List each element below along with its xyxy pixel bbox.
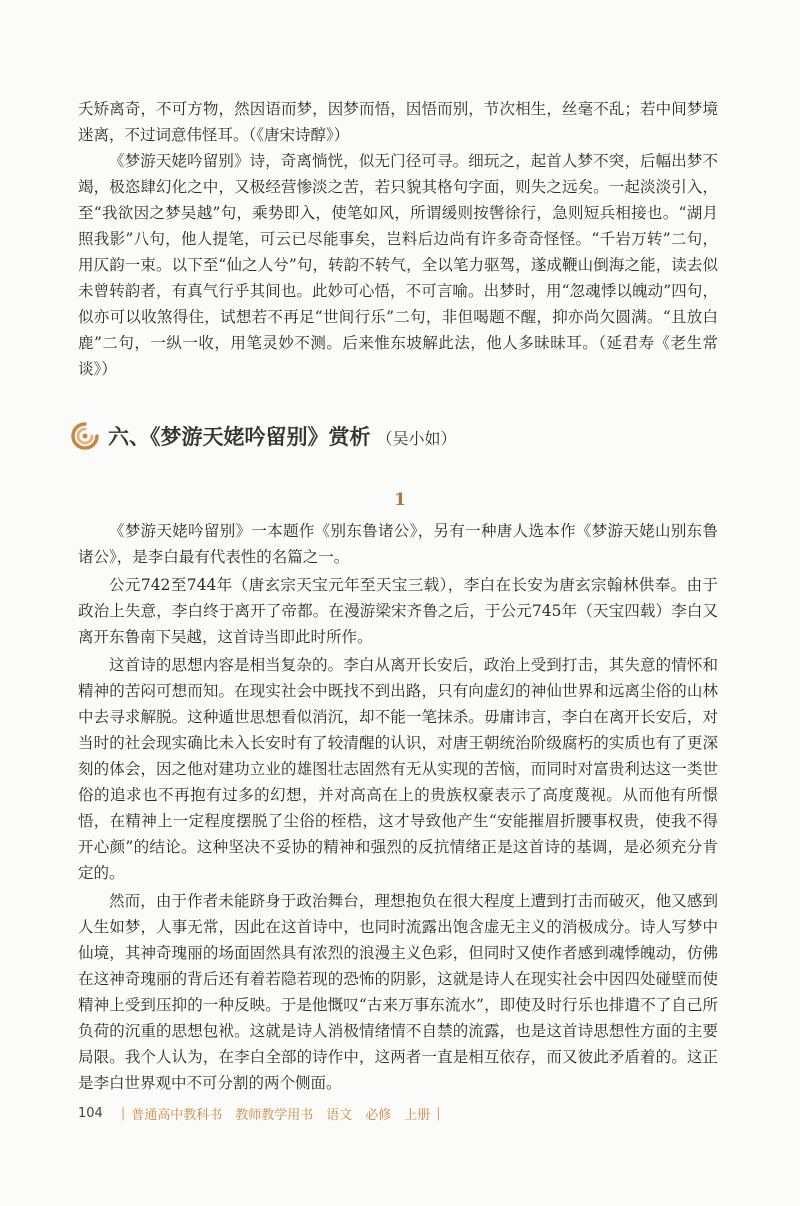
- subsection-number: 1: [394, 490, 406, 510]
- section-heading: [70, 418, 457, 454]
- body-paragraph-2: 公元742至744年（唐玄宗天宝元年至天宝三载），李白在长安为唐玄宗翰林供奉。由于政治上失意，李白终于离开了帝都。在漫游梁宋齐鲁之后，于公元745年（天宝四载）李白又离开东鲁南下吴越，这首诗当即此时所作。: [78, 576, 718, 646]
- swirl-icon: [70, 421, 100, 451]
- page-number: 104: [78, 1105, 103, 1121]
- body-paragraph-4: 然而，由于作者未能跻身于政治舞台，理想抱负在很大程度上遭到打击而破灭，他又感到人生如梦，人事无常，因此在这首诗中，也同时流露出饱含虚无主义的消极成分。诗人写梦中仙境，其神奇瑰丽的场面固然具有浓烈的浪漫主义色彩，但同时又使作者感到魂悸魄动，仿佛在这神奇瑰丽的背后还有着若隐若现的恐怖的阴影，这就是诗人在现实社会中因四处碰壁而使精神上受到压抑的一种反映。于是他慨叹“古来万事东流水”，即使及时行乐也排遣不了自己所负荷的沉重的思想包袱。这就是诗人消极情绪情不自禁的流露，也是这首诗思想性方面的主要局限。我个人认为，在李白全部的诗作中，这两者一直是相互依存，而又彼此矛盾着的。这正是李白世界观中不可分割的两个侧面。: [78, 892, 718, 1092]
- page-footer: [78, 1102, 447, 1124]
- book-title: 普通高中教科书 教师教学用书 语文 必修 上册: [131, 1107, 431, 1123]
- body-paragraph-1: 《梦游天姥吟留别》一本题作《别东鲁诸公》，另有一种唐人选本作《梦游天姥山别东鲁诸公》，是李白最有代表性的名篇之一。: [78, 522, 718, 566]
- section-author: （吴小如）: [376, 429, 457, 448]
- divider: |: [120, 1105, 126, 1121]
- divider: |: [436, 1105, 441, 1121]
- quote-paragraph-2: 《梦游天姥吟留别》诗，奇离惝恍，似无门径可寻。细玩之，起首人梦不突，后幅出梦不竭，极恣肆幻化之中，又极经营惨淡之苦，若只貌其格句字面，则失之远矣。一起淡淡引入，至“我欲因之梦吴越”句，乘势即入，使笔如风，所谓缓则按辔徐行，急则短兵相接也。“湖月照我影”八句，他人提笔，可云已尽能事矣，岂料后边尚有许多奇奇怪怪。“千岩万转”二句，用仄韵一束。以下至“仙之人兮”句，转韵不转气，全以笔力驱驾，遂成鞭山倒海之能，读去似未曾转韵者，有真气行乎其间也。此妙可心悟，不可言喻。出梦时，用“忽魂悸以魄动”四句，似亦可以收煞得住，试想若不再足“世间行乐”二句，非但喝题不醒，抑亦尚欠圆满。“且放白鹿”二句，一纵一收，用笔灵妙不测。后来惟东坡解此法，他人多昧昧耳。（延君寿《老生常谈》）: [78, 152, 718, 378]
- body-paragraph-3: 这首诗的思想内容是相当复杂的。李白从离开长安后，政治上受到打击，其失意的情怀和精神的苦闷可想而知。在现实社会中既找不到出路，只有向虚幻的神仙世界和远离尘俗的山林中去寻求解脱。这种遁世思想看似消沉，却不能一笔抹杀。毋庸讳言，李白在离开长安后，对当时的社会现实确比未入长安时有了较清醒的认识，对唐王朝统治阶级腐朽的实质也有了更深刻的体会，因之他对建功立业的雄图壮志固然有无从实现的苦恼，而同时对富贵利达这一类世俗的追求也不再抱有过多的幻想，并对高高在上的贵族权豪表示了高度蔑视。从而他有所憬悟，在精神上一定程度摆脱了尘俗的桎梏，这才导致他产生“安能摧眉折腰事权贵，使我不得开心颜”的结论。这种坚决不妥协的精神和强烈的反抗情绪正是这首诗的基调，是必须充分肯定的。: [78, 656, 718, 882]
- quote-paragraph-1: 夭矫离奇，不可方物，然因语而梦，因梦而悟，因悟而别，节次相生，丝毫不乱；若中间梦境迷离，不过词意伟怪耳。（《唐宋诗醇》）: [78, 100, 718, 144]
- section-title: 六、《梦游天姥吟留别》赏析: [108, 425, 371, 449]
